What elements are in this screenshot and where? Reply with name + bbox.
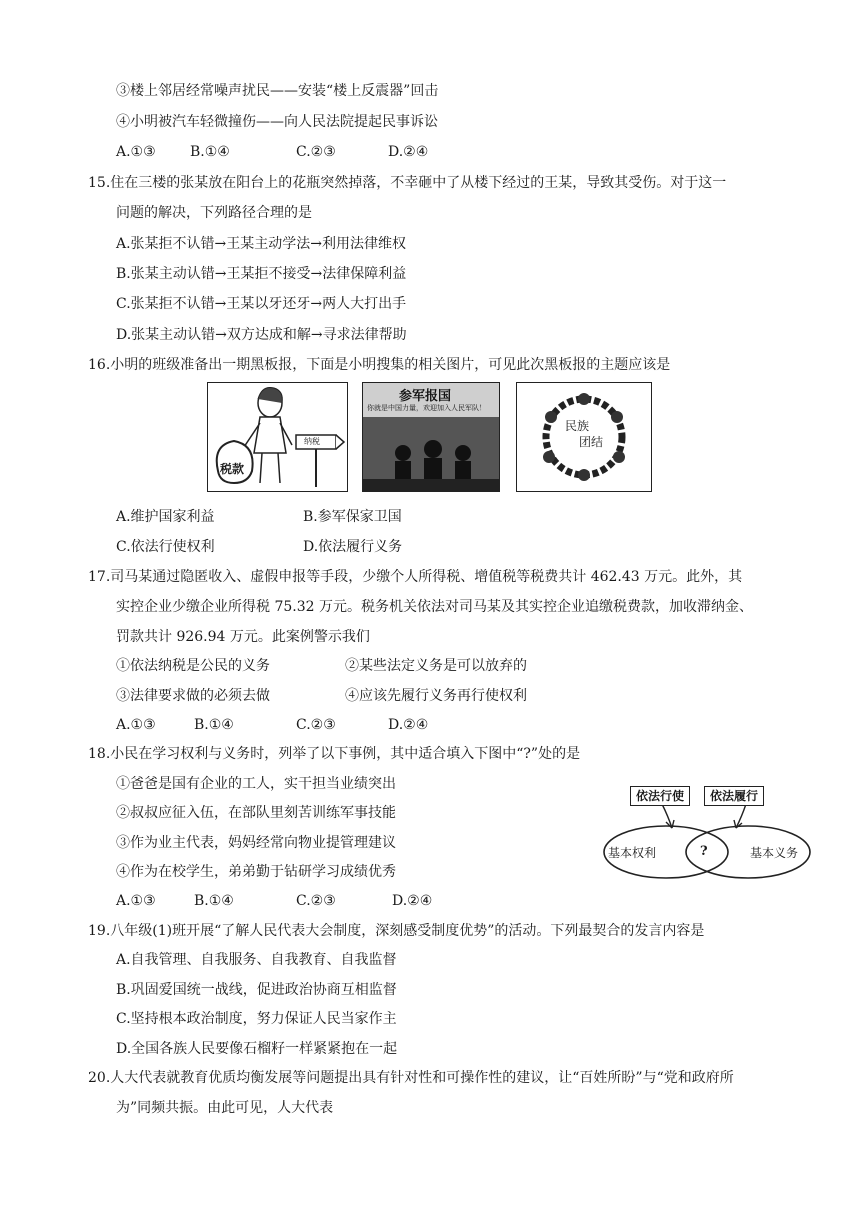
q19-option-c: C.坚持根本政治制度，努力保证人民当家作主	[116, 1011, 397, 1027]
q19-stem-line-1: 19.八年级(1)班开展“了解人民代表大会制度，深刻感受制度优势”的活动。下列最契合的发言内容是	[88, 923, 705, 939]
q17-item-2: ②某些法定义务是可以放弃的	[345, 658, 527, 674]
venn-center-text: ?	[700, 844, 708, 859]
tax-sign-label: 纳税	[304, 437, 320, 446]
q17-item-3: ③法律要求做的必须去做	[116, 688, 270, 704]
poster-subtitle: 你就是中国力量，欢迎加入人民军队！	[367, 404, 486, 412]
q19-option-a: A.自我管理、自我服务、自我教育、自我监督	[116, 952, 397, 968]
q15-option-b: B.张某主动认错→王某拒不接受→法律保障利益	[116, 266, 407, 282]
q15-option-d: D.张某主动认错→双方达成和解→寻求法律帮助	[116, 327, 407, 343]
q14-item-3: ③楼上邻居经常噪声扰民——安装“楼上反震器”回击	[116, 83, 439, 99]
q16-stem-line-1: 16.小明的班级准备出一期黑板报，下面是小明搜集的相关图片，可见此次黑板报的主题应该是	[88, 357, 671, 373]
q14-option-d: D.②④	[388, 144, 429, 160]
q18-option-b: B.①④	[194, 893, 234, 909]
q15-stem-line-1: 15.住在三楼的张某放在阳台上的花瓶突然掉落，不幸砸中了从楼下经过的王某，导致其受伤。对于这一	[88, 175, 727, 191]
q14-option-b: B.①④	[190, 144, 230, 160]
ethnic-unity-image	[516, 382, 652, 492]
q16-option-b: B.参军保家卫国	[303, 509, 402, 525]
q18-option-d: D.②④	[392, 893, 433, 909]
venn-left-text: 基本权利	[608, 846, 657, 860]
q17-item-1: ①依法纳税是公民的义务	[116, 658, 270, 674]
q18-stem-line-1: 18.小民在学习权利与义务时，列举了以下事例，其中适合填入下图中“?”处的是	[88, 746, 581, 762]
q17-item-4: ④应该先履行义务再行使权利	[345, 688, 527, 704]
q17-stem-line-1: 17.司马某通过隐匿收入、虚假申报等手段，少缴个人所得税、增值税等税费共计 462.43 万元。此外，其	[88, 569, 743, 585]
q18-item-4: ④作为在校学生，弟弟勤于钻研学习成绩优秀	[116, 864, 396, 880]
q14-option-c: C.②③	[296, 144, 336, 160]
q18-item-1: ①爸爸是国有企业的工人，实干担当业绩突出	[116, 776, 396, 792]
enlistment-poster-image	[362, 382, 500, 492]
q16-option-c: C.依法行使权利	[116, 539, 215, 555]
poster-title: 参军报国	[399, 389, 452, 404]
q17-stem-line-3: 罚款共计 926.94 万元。此案例警示我们	[116, 629, 370, 645]
q19-option-b: B.巩固爱国统一战线，促进政治协商互相监督	[116, 982, 397, 998]
q17-option-d: D.②④	[388, 717, 429, 733]
tax-cartoon-image	[207, 382, 348, 492]
q17-stem-line-2: 实控企业少缴企业所得税 75.32 万元。税务机关依法对司马某及其实控企业追缴税费款，加收滞纳金、	[116, 599, 753, 615]
venn-right-text: 基本义务	[750, 846, 799, 860]
q20-stem-line-1: 20.人大代表就教育优质均衡发展等问题提出具有针对性和可操作性的建议，让“百姓所盼”与“党和政府所	[88, 1070, 734, 1086]
unity-label-2: 团结	[579, 435, 604, 449]
tax-bag-label: 税款	[220, 462, 245, 476]
q15-option-a: A.张某拒不认错→王某主动学法→利用法律维权	[116, 236, 407, 252]
q16-option-a: A.维护国家利益	[116, 509, 215, 525]
q14-item-4: ④小明被汽车轻微撞伤——向人民法院提起民事诉讼	[116, 114, 438, 130]
venn-label-fulfill: 依法履行	[704, 786, 764, 806]
q18-option-a: A.①③	[116, 893, 156, 909]
unity-label-1: 民族	[565, 419, 590, 433]
q16-option-d: D.依法履行义务	[303, 539, 403, 555]
venn-label-exercise: 依法行使	[630, 786, 690, 806]
rights-duties-venn-diagram	[600, 782, 816, 882]
q18-item-2: ②叔叔应征入伍，在部队里刻苦训练军事技能	[116, 805, 396, 821]
q15-stem-line-2: 问题的解决，下列路径合理的是	[116, 205, 312, 221]
q14-option-a: A.①③	[116, 144, 156, 160]
q18-option-c: C.②③	[296, 893, 336, 909]
q17-option-a: A.①③	[116, 717, 156, 733]
q15-option-c: C.张某拒不认错→王某以牙还牙→两人大打出手	[116, 296, 407, 312]
q18-item-3: ③作为业主代表，妈妈经常向物业提管理建议	[116, 835, 396, 851]
q17-option-c: C.②③	[296, 717, 336, 733]
q19-option-d: D.全国各族人民要像石榴籽一样紧紧抱在一起	[116, 1041, 398, 1057]
q17-option-b: B.①④	[194, 717, 234, 733]
q20-stem-line-2: 为”同频共振。由此可见，人大代表	[116, 1100, 334, 1116]
